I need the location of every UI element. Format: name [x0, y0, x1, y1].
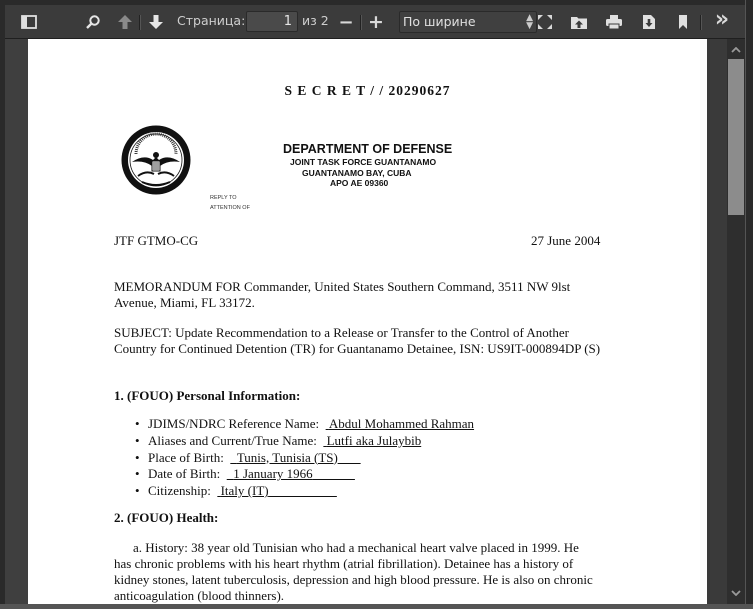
zoom-select[interactable] — [399, 11, 537, 33]
page-count: из 2 — [302, 13, 329, 28]
list-item — [135, 466, 474, 483]
next-page-button[interactable] — [145, 11, 167, 33]
memo-date: 27 June 2004 — [531, 233, 601, 248]
field-value: Italy (IT) — [220, 483, 269, 499]
list-item — [135, 483, 474, 500]
field-value: Tunis, Tunisia (TS) — [236, 449, 338, 465]
download-icon — [642, 14, 656, 30]
zoom-select-value: По ширине — [403, 14, 476, 29]
bookmark-button[interactable] — [672, 11, 694, 33]
document-viewer[interactable] — [5, 39, 727, 604]
health-history-line: a. History: 38 year old Tunisian who had a mechanical heart valve placed in 1999. He — [133, 540, 579, 555]
sidebar-icon — [21, 15, 37, 29]
pdf-toolbar — [5, 5, 748, 39]
print-button[interactable] — [603, 11, 625, 33]
letterhead-line3: APO AE 09360 — [330, 178, 389, 188]
search-button[interactable] — [82, 11, 104, 33]
letterhead-line2: GUANTANAMO BAY, CUBA — [302, 168, 412, 178]
section-personal-information: 1. (FOUO) Personal Information: — [114, 388, 301, 403]
field-label: Date of Birth: — [148, 466, 221, 482]
sidebar-toggle-button[interactable] — [18, 11, 40, 33]
plus-icon: + — [368, 11, 384, 33]
open-file-icon — [570, 14, 588, 30]
chevron-up-icon — [731, 47, 741, 53]
arrow-down-icon — [148, 14, 164, 30]
viewer-gutter-left — [5, 39, 28, 604]
bookmark-icon — [677, 14, 689, 30]
field-label: Aliases and Current/True Name: — [148, 432, 317, 448]
previous-page-button[interactable] — [114, 11, 136, 33]
window-bottom-edge — [0, 604, 753, 609]
field-value: 1 January 1966 — [233, 466, 313, 482]
memo-for-line2: Avenue, Miami, FL 33172. — [114, 295, 255, 310]
section-health: 2. (FOUO) Health: — [114, 510, 219, 525]
health-history-line: kidney stones, latent tuberculosis, depression and high blood pressure. He is also on chronic — [114, 572, 593, 587]
health-history-line: has chronic problems with his heart rhythm (atrial fibrillation). Detainee has a history of — [114, 556, 574, 571]
arrow-up-icon — [117, 14, 133, 30]
open-file-button[interactable] — [568, 11, 590, 33]
page-label: Страница: — [177, 13, 246, 28]
scrollbar-thumb[interactable] — [728, 59, 744, 215]
print-icon — [605, 14, 623, 30]
double-chevron-right-icon: » — [714, 6, 730, 32]
minus-icon: − — [338, 11, 354, 33]
personal-information-list — [135, 416, 474, 500]
list-item — [135, 416, 474, 433]
reply-to-label: REPLY TO — [210, 195, 237, 201]
viewer-gutter-right — [707, 39, 727, 604]
memo-for-line1: MEMORANDUM FOR Commander, United States Southern Command, 3511 NW 9lst — [114, 279, 571, 294]
page-number-input[interactable]: 1 — [246, 11, 298, 32]
list-item — [135, 450, 474, 467]
field-value: Lutfi aka Julaybib — [326, 432, 422, 448]
classification-header: S E C R E T / / 20290627 — [284, 83, 451, 98]
scroll-up-button[interactable] — [727, 41, 745, 59]
letterhead-title: DEPARTMENT OF DEFENSE — [283, 142, 453, 156]
toolbar-separator — [139, 15, 141, 30]
window-right-edge — [745, 0, 753, 609]
letterhead-line1: JOINT TASK FORCE GUANTANAMO — [290, 157, 437, 167]
zoom-in-button[interactable] — [365, 11, 387, 33]
more-tools-button[interactable] — [711, 8, 733, 30]
select-arrows-icon: ▲ ▼ — [526, 13, 533, 31]
zoom-out-button[interactable] — [335, 11, 357, 33]
vertical-scrollbar[interactable] — [727, 39, 745, 604]
office-code: JTF GTMO-CG — [114, 233, 199, 248]
dod-seal-icon — [120, 124, 192, 196]
field-label: Place of Birth: — [148, 449, 224, 465]
list-item — [135, 433, 474, 450]
field-label: JDIMS/NDRC Reference Name: — [148, 416, 320, 431]
attention-of-label: ATTENTION OF — [210, 205, 250, 211]
subject-line1: SUBJECT: Update Recommendation to a Release or Transfer to the Control of Another — [114, 325, 569, 340]
toolbar-separator — [700, 15, 702, 30]
presentation-mode-button[interactable] — [534, 11, 556, 33]
toolbar-separator — [360, 15, 362, 30]
presentation-mode-icon — [537, 14, 553, 30]
pdf-page — [28, 39, 707, 604]
field-label: Citizenship: — [148, 483, 211, 499]
download-button[interactable] — [638, 11, 660, 33]
chevron-down-icon — [731, 590, 741, 596]
health-history-line: anticoagulation (blood thinners). — [114, 588, 285, 603]
scroll-down-button[interactable] — [727, 584, 745, 602]
subject-line2: Country for Continued Detention (TR) for Guantanamo Detainee, ISN: US9IT-000894DP (S) — [114, 341, 601, 356]
search-icon — [85, 14, 101, 30]
field-value: Abdul Mohammed Rahman — [328, 416, 475, 431]
